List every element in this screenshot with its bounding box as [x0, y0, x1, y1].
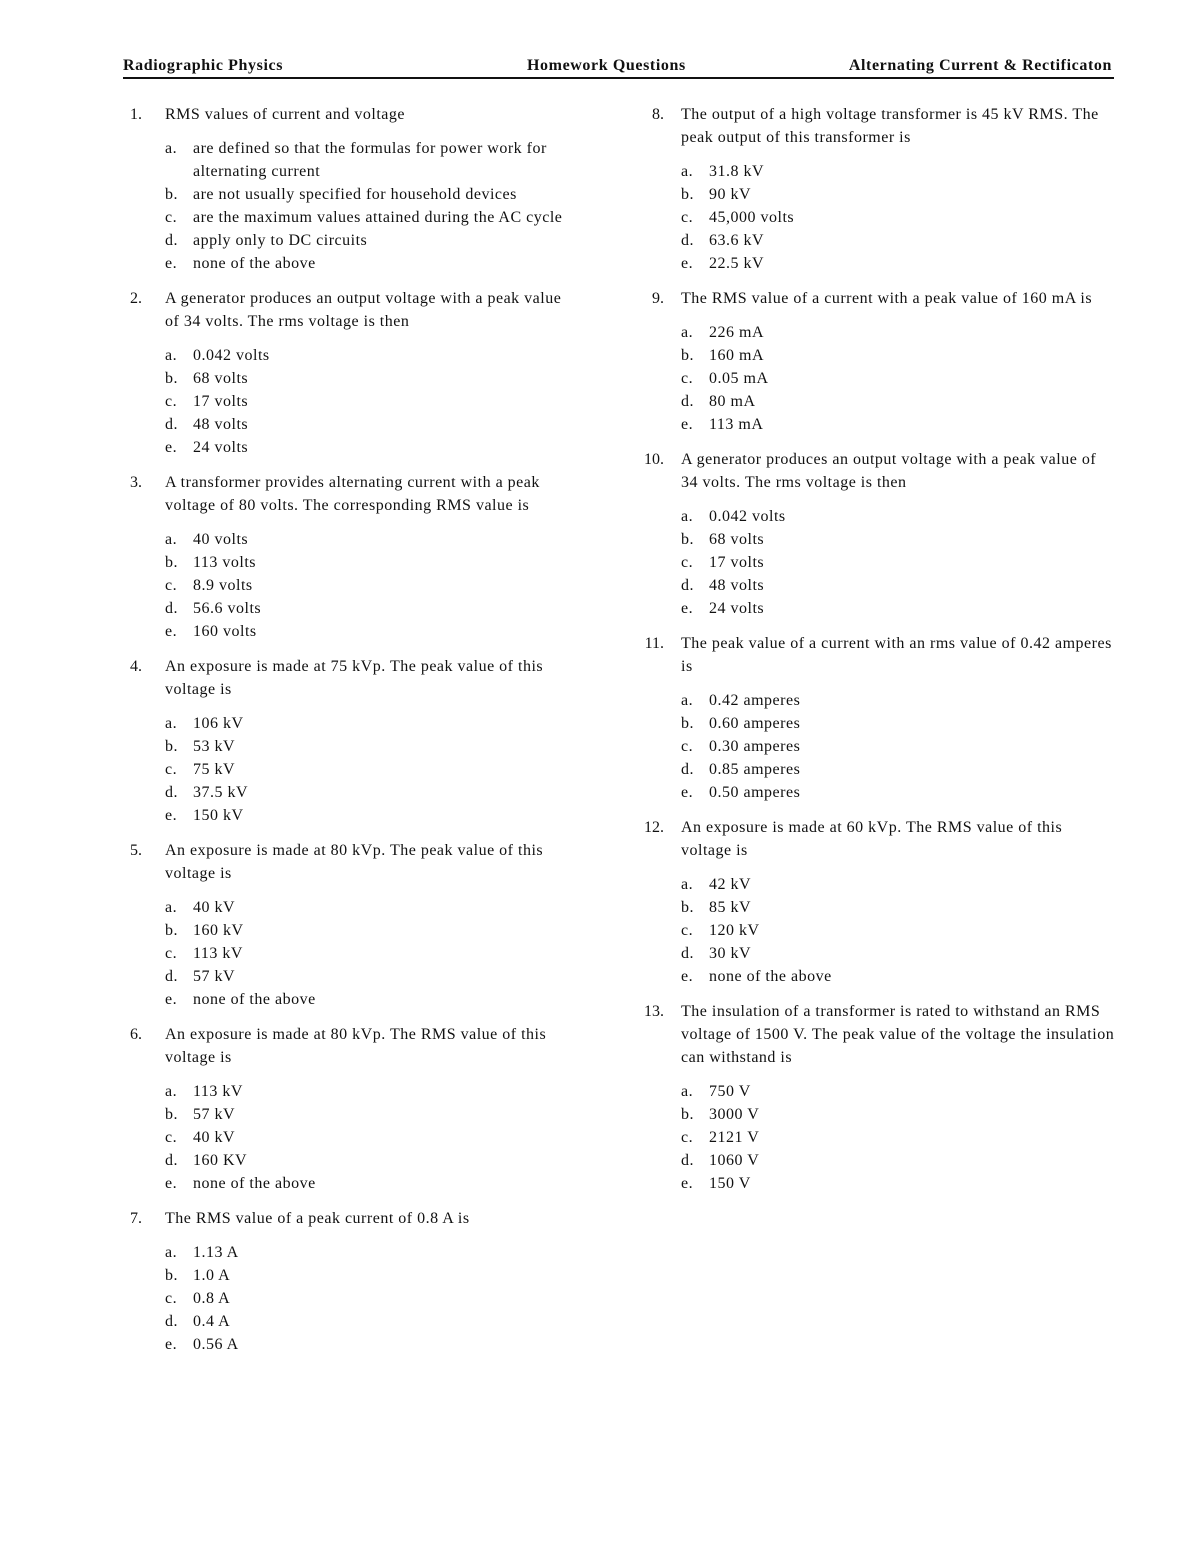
answer-option: [165, 252, 580, 275]
answer-option: [165, 781, 580, 804]
answer-option: [681, 1080, 1116, 1103]
question-number: 1.: [130, 106, 142, 123]
question-10: [638, 448, 1116, 620]
option-text: 63.6 kV: [709, 232, 765, 249]
option-text: 0.8 A: [193, 1290, 231, 1307]
question-number: 10.: [644, 451, 664, 468]
option-text: 68 volts: [709, 531, 765, 548]
option-letter: d.: [681, 577, 694, 594]
option-text: 160 KV: [193, 1152, 248, 1169]
answer-options: [165, 528, 580, 643]
question-11: [638, 632, 1116, 804]
option-letter: c.: [681, 1129, 694, 1146]
option-text: 75 kV: [193, 761, 236, 778]
question-number: 12.: [644, 819, 664, 836]
option-letter: b.: [681, 715, 694, 732]
option-text: 17 volts: [193, 393, 249, 410]
option-text: 68 volts: [193, 370, 249, 387]
option-letter: a.: [165, 531, 178, 548]
right-column: [638, 103, 1116, 1207]
option-letter: a.: [681, 324, 694, 341]
option-text: none of the above: [709, 968, 832, 985]
option-letter: b.: [165, 1106, 178, 1123]
answer-option: [681, 919, 1116, 942]
option-letter: a.: [681, 508, 694, 525]
answer-option: [681, 689, 1116, 712]
option-letter: b.: [165, 370, 178, 387]
option-text: 40 volts: [193, 531, 249, 548]
answer-options: [165, 344, 580, 459]
answer-options: [681, 505, 1116, 620]
option-letter: a.: [165, 899, 178, 916]
answer-option: [681, 712, 1116, 735]
question-number: 11.: [644, 635, 664, 652]
answer-option: [681, 206, 1116, 229]
page-header: [123, 57, 1114, 79]
answer-option: [165, 367, 580, 390]
option-letter: e.: [681, 1175, 694, 1192]
question-number: 8.: [652, 106, 664, 123]
answer-option: [681, 321, 1116, 344]
option-letter: a.: [681, 1083, 694, 1100]
option-letter: c.: [165, 393, 178, 410]
option-letter: e.: [165, 255, 178, 272]
answer-option: [681, 551, 1116, 574]
option-letter: d.: [165, 1152, 178, 1169]
answer-option: [681, 344, 1116, 367]
option-letter: b.: [681, 899, 694, 916]
answer-option: [681, 229, 1116, 252]
answer-option: [681, 1149, 1116, 1172]
option-letter: e.: [165, 991, 178, 1008]
answer-option: [165, 574, 580, 597]
answer-option: [165, 183, 580, 206]
option-letter: c.: [681, 922, 694, 939]
answer-option: [165, 804, 580, 827]
option-letter: a.: [681, 876, 694, 893]
question-text: The RMS value of a current with a peak value of 160 mA is: [681, 290, 1093, 307]
question-9: [638, 287, 1116, 436]
question-3: [130, 471, 580, 643]
option-letter: a.: [165, 347, 178, 364]
option-letter: c.: [165, 577, 178, 594]
option-letter: b.: [681, 531, 694, 548]
option-letter: e.: [681, 784, 694, 801]
answer-option: [165, 390, 580, 413]
answer-option: [165, 758, 580, 781]
answer-options: [681, 321, 1116, 436]
answer-option: [681, 735, 1116, 758]
option-text: 0.56 A: [193, 1336, 239, 1353]
option-letter: c.: [165, 1290, 178, 1307]
question-8: [638, 103, 1116, 275]
answer-options: [681, 689, 1116, 804]
answer-option: [165, 896, 580, 919]
option-text: are defined so that the formulas for power work for alternating current: [193, 140, 547, 180]
option-letter: a.: [681, 692, 694, 709]
option-letter: c.: [681, 554, 694, 571]
answer-option: [681, 252, 1116, 275]
option-letter: c.: [165, 1129, 178, 1146]
answer-option: [681, 597, 1116, 620]
option-letter: b.: [165, 186, 178, 203]
option-text: 1.0 A: [193, 1267, 231, 1284]
answer-option: [165, 528, 580, 551]
option-letter: e.: [681, 600, 694, 617]
answer-option: [165, 436, 580, 459]
option-text: 85 kV: [709, 899, 752, 916]
option-letter: d.: [165, 784, 178, 801]
option-text: are the maximum values attained during the AC cycle: [193, 209, 563, 226]
option-letter: e.: [681, 968, 694, 985]
question-text: A generator produces an output voltage with a peak value of 34 volts. The rms voltage is then: [165, 290, 562, 330]
answer-option: [681, 1126, 1116, 1149]
option-letter: d.: [681, 1152, 694, 1169]
option-letter: d.: [165, 600, 178, 617]
answer-option: [165, 1126, 580, 1149]
option-letter: b.: [165, 554, 178, 571]
question-text: A generator produces an output voltage with a peak value of 34 volts. The rms voltage is then: [681, 451, 1097, 491]
option-text: none of the above: [193, 255, 316, 272]
answer-option: [165, 919, 580, 942]
answer-option: [165, 229, 580, 252]
option-text: 160 mA: [709, 347, 764, 364]
question-text: An exposure is made at 80 kVp. The peak value of this voltage is: [165, 842, 544, 882]
option-text: 48 volts: [709, 577, 765, 594]
answer-option: [165, 413, 580, 436]
option-text: 8.9 volts: [193, 577, 253, 594]
course-title: Radiographic Physics: [123, 57, 284, 74]
option-letter: b.: [165, 922, 178, 939]
answer-option: [165, 597, 580, 620]
answer-option: [165, 1241, 580, 1264]
option-letter: c.: [165, 761, 178, 778]
question-text: A transformer provides alternating current with a peak voltage of 80 volts. The corresponding RMS value is: [165, 474, 540, 514]
option-text: 106 kV: [193, 715, 244, 732]
answer-options: [681, 160, 1116, 275]
option-letter: b.: [165, 1267, 178, 1284]
question-6: [130, 1023, 580, 1195]
option-text: 24 volts: [193, 439, 249, 456]
answer-option: [165, 988, 580, 1011]
option-text: 24 volts: [709, 600, 765, 617]
option-text: 22.5 kV: [709, 255, 765, 272]
answer-option: [165, 1310, 580, 1333]
option-text: 113 kV: [193, 945, 243, 962]
option-letter: e.: [681, 255, 694, 272]
option-letter: d.: [681, 232, 694, 249]
option-letter: d.: [165, 1313, 178, 1330]
option-letter: b.: [165, 738, 178, 755]
answer-option: [681, 413, 1116, 436]
option-text: 53 kV: [193, 738, 236, 755]
question-number: 7.: [130, 1210, 142, 1227]
option-letter: b.: [681, 186, 694, 203]
answer-option: [681, 965, 1116, 988]
answer-option: [165, 1264, 580, 1287]
answer-option: [165, 735, 580, 758]
answer-option: [681, 758, 1116, 781]
option-text: 0.30 amperes: [709, 738, 801, 755]
option-text: 57 kV: [193, 968, 236, 985]
answer-option: [165, 712, 580, 735]
answer-options: [165, 712, 580, 827]
answer-option: [165, 206, 580, 229]
answer-options: [681, 873, 1116, 988]
option-text: 31.8 kV: [709, 163, 765, 180]
option-text: 56.6 volts: [193, 600, 262, 617]
option-text: 113 kV: [193, 1083, 243, 1100]
question-number: 6.: [130, 1026, 142, 1043]
question-text: An exposure is made at 75 kVp. The peak value of this voltage is: [165, 658, 544, 698]
option-text: 0.42 amperes: [709, 692, 801, 709]
answer-option: [165, 551, 580, 574]
option-text: 57 kV: [193, 1106, 236, 1123]
option-letter: c.: [681, 209, 694, 226]
option-letter: c.: [165, 209, 178, 226]
answer-option: [681, 574, 1116, 597]
option-text: 40 kV: [193, 899, 236, 916]
option-text: 0.042 volts: [709, 508, 786, 525]
answer-option: [681, 1172, 1116, 1195]
option-letter: c.: [681, 738, 694, 755]
answer-option: [681, 160, 1116, 183]
question-text: The output of a high voltage transformer is 45 kV RMS. The peak output of this transformer is: [681, 106, 1099, 146]
question-text: RMS values of current and voltage: [165, 106, 405, 123]
option-letter: e.: [681, 416, 694, 433]
option-letter: a.: [165, 140, 178, 157]
option-text: 40 kV: [193, 1129, 236, 1146]
option-letter: e.: [165, 807, 178, 824]
option-letter: c.: [681, 370, 694, 387]
option-letter: d.: [681, 761, 694, 778]
option-text: 150 V: [709, 1175, 751, 1192]
answer-option: [681, 505, 1116, 528]
option-text: 80 mA: [709, 393, 756, 410]
topic-title: Alternating Current & Rectificaton: [848, 57, 1112, 74]
answer-option: [681, 528, 1116, 551]
answer-options: [681, 1080, 1116, 1195]
option-text: 160 volts: [193, 623, 257, 640]
option-letter: a.: [681, 163, 694, 180]
question-number: 5.: [130, 842, 142, 859]
option-letter: c.: [165, 945, 178, 962]
question-text: An exposure is made at 60 kVp. The RMS value of this voltage is: [681, 819, 1063, 859]
option-text: 2121 V: [709, 1129, 760, 1146]
option-text: 0.50 amperes: [709, 784, 801, 801]
option-letter: d.: [681, 393, 694, 410]
question-13: [638, 1000, 1116, 1195]
question-number: 2.: [130, 290, 142, 307]
option-letter: d.: [681, 945, 694, 962]
answer-option: [681, 896, 1116, 919]
question-12: [638, 816, 1116, 988]
option-text: 113 volts: [193, 554, 257, 571]
option-text: 0.05 mA: [709, 370, 769, 387]
option-text: 113 mA: [709, 416, 764, 433]
option-letter: e.: [165, 1336, 178, 1353]
question-1: [130, 103, 580, 275]
answer-option: [165, 137, 580, 183]
option-text: 90 kV: [709, 186, 752, 203]
option-text: 42 kV: [709, 876, 752, 893]
answer-options: [165, 1241, 580, 1356]
answer-options: [165, 137, 580, 275]
document-title: Homework Questions: [527, 57, 686, 74]
answer-option: [681, 390, 1116, 413]
option-letter: e.: [165, 623, 178, 640]
question-number: 3.: [130, 474, 142, 491]
answer-option: [681, 873, 1116, 896]
answer-option: [165, 1333, 580, 1356]
answer-option: [165, 1149, 580, 1172]
question-number: 4.: [130, 658, 142, 675]
answer-option: [165, 344, 580, 367]
option-text: apply only to DC circuits: [193, 232, 368, 249]
option-letter: e.: [165, 1175, 178, 1192]
question-5: [130, 839, 580, 1011]
answer-option: [681, 367, 1116, 390]
option-text: 37.5 kV: [193, 784, 249, 801]
question-2: [130, 287, 580, 459]
answer-option: [165, 965, 580, 988]
option-text: 17 volts: [709, 554, 765, 571]
answer-option: [681, 942, 1116, 965]
option-text: 160 kV: [193, 922, 244, 939]
option-text: 1.13 A: [193, 1244, 239, 1261]
option-text: 1060 V: [709, 1152, 760, 1169]
option-text: 0.60 amperes: [709, 715, 801, 732]
option-letter: d.: [165, 968, 178, 985]
answer-option: [681, 1103, 1116, 1126]
answer-options: [165, 1080, 580, 1195]
question-text: The insulation of a transformer is rated to withstand an RMS voltage of 1500 V. The peak value of the voltage the insulation can withstand is: [681, 1003, 1115, 1066]
option-text: 0.042 volts: [193, 347, 270, 364]
answer-option: [165, 1287, 580, 1310]
question-number: 9.: [652, 290, 664, 307]
answer-option: [165, 1172, 580, 1195]
option-text: 150 kV: [193, 807, 244, 824]
question-text: The peak value of a current with an rms value of 0.42 amperes is: [681, 635, 1112, 675]
option-text: 0.85 amperes: [709, 761, 801, 778]
option-text: are not usually specified for household devices: [193, 186, 517, 203]
option-letter: b.: [681, 1106, 694, 1123]
option-text: 750 V: [709, 1083, 751, 1100]
question-text: The RMS value of a peak current of 0.8 A is: [165, 1210, 470, 1227]
question-number: 13.: [644, 1003, 664, 1020]
option-letter: a.: [165, 715, 178, 732]
answer-option: [165, 1080, 580, 1103]
question-4: [130, 655, 580, 827]
option-letter: e.: [165, 439, 178, 456]
question-text: An exposure is made at 80 kVp. The RMS value of this voltage is: [165, 1026, 547, 1066]
option-text: none of the above: [193, 991, 316, 1008]
option-text: none of the above: [193, 1175, 316, 1192]
option-letter: d.: [165, 416, 178, 433]
question-7: [130, 1207, 580, 1356]
option-text: 3000 V: [709, 1106, 760, 1123]
option-text: 0.4 A: [193, 1313, 231, 1330]
option-text: 226 mA: [709, 324, 764, 341]
answer-option: [165, 1103, 580, 1126]
answer-option: [681, 781, 1116, 804]
left-column: [130, 103, 580, 1368]
option-letter: a.: [165, 1244, 178, 1261]
option-text: 120 kV: [709, 922, 760, 939]
answer-option: [165, 942, 580, 965]
option-text: 30 kV: [709, 945, 752, 962]
option-text: 45,000 volts: [709, 209, 795, 226]
option-text: 48 volts: [193, 416, 249, 433]
option-letter: d.: [165, 232, 178, 249]
answer-option: [165, 620, 580, 643]
answer-options: [165, 896, 580, 1011]
option-letter: b.: [681, 347, 694, 364]
option-letter: a.: [165, 1083, 178, 1100]
answer-option: [681, 183, 1116, 206]
